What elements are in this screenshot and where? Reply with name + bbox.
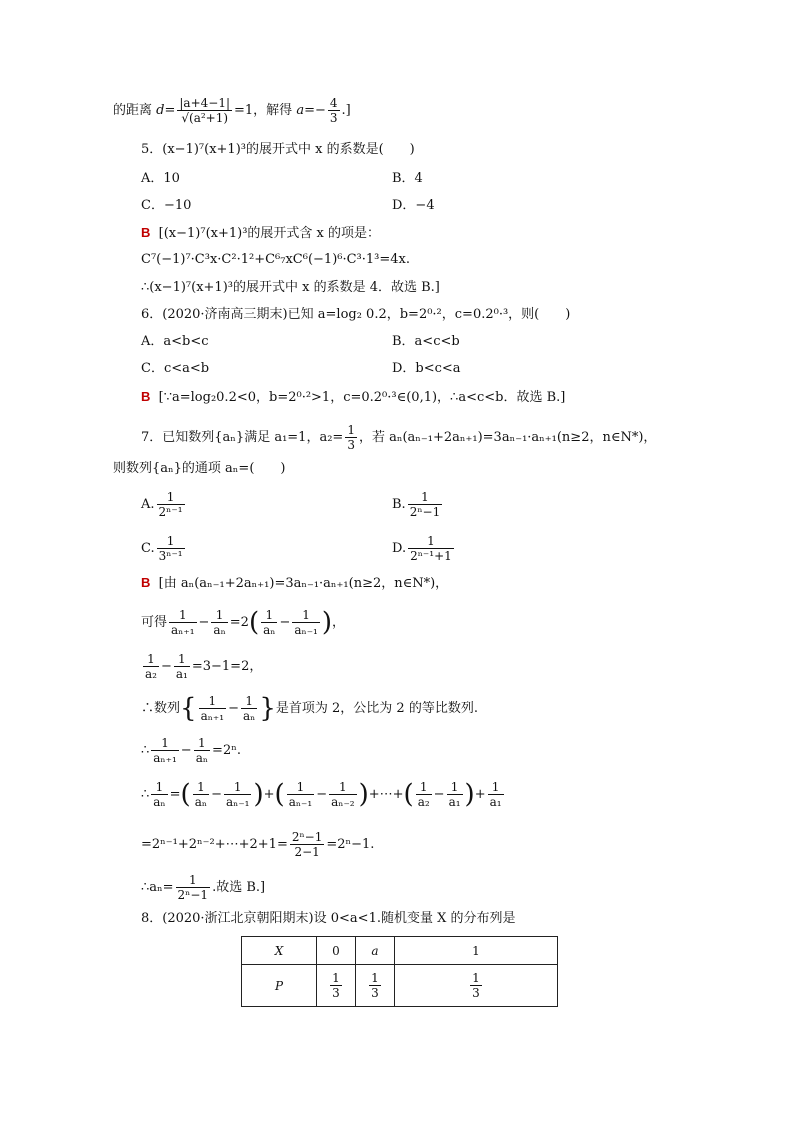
q8-stem: 8．(2020·浙江北京朝阳期末)设 0<a<1.随机变量 X 的分布列是 — [141, 911, 516, 926]
answer-text: [(x−1)⁷(x+1)³的展开式含 x 的项是： — [158, 226, 381, 241]
table-cell: $\frac{1}{3}$ — [395, 965, 558, 1007]
q7-option-d: D. $\frac{1}{\text{2ⁿ⁻¹+1}}$ — [392, 534, 452, 563]
table-cell: 0 — [317, 937, 356, 965]
distance-fraction — [177, 96, 232, 125]
q7-answer-line — [141, 574, 448, 593]
answer-letter: B — [141, 575, 151, 590]
answer-letter: B — [141, 225, 151, 240]
q7-solution-line-2: 可得 $\frac{1}{\text{aₙ₊₁}}$ − $\frac{1}{\text{aₙ}}$ =2( $\frac{1}{\text{aₙ}}$ − $\frac{1}{\text{aₙ₋₁}}$ )， — [141, 607, 346, 638]
q6-answer-line — [141, 388, 565, 407]
table-cell: a — [356, 937, 395, 965]
value-text: =− — [304, 103, 326, 118]
table-cell: $\frac{1}{3}$ — [317, 965, 356, 1007]
table-cell: $\frac{1}{3}$ — [356, 965, 395, 1007]
fraction-one-third: $\frac{1}{3}$ — [347, 423, 355, 452]
q7-solution-line-3: $\frac{1}{\text{a₂}}$ − $\frac{1}{\text{a₁}}$ =3−1=2， — [145, 652, 263, 681]
q7-solution-line-7: =2ⁿ⁻¹+2ⁿ⁻²+⋯+2+1= $\frac{\text{2ⁿ−1}}{2-1}$ =2ⁿ−1. — [141, 830, 375, 859]
q7-solution-line-8: ∴aₙ= $\frac{1}{\text{2ⁿ−1}}$ .故选 B.] — [141, 873, 266, 902]
q7-stem-line-2: 则数列{aₙ}的通项 aₙ=( ) — [113, 461, 286, 476]
var-d: d — [156, 103, 165, 118]
answer-text: [∵a=log₂0.2<0，b=2⁰·²>1，c=0.2⁰·³∈(0,1)，∴a<c<b．故选 B.] — [158, 390, 566, 405]
q7-solution-line-5: ∴ $\frac{1}{\text{aₙ₊₁}}$ − $\frac{1}{\text{aₙ}}$ =2ⁿ. — [141, 736, 241, 765]
q5-option-c: C．−10 — [141, 198, 192, 213]
table-cell: 1 — [395, 937, 558, 965]
table-cell: X — [242, 937, 317, 965]
q6-stem: 6．(2020·济南高三期末)已知 a=log₂ 0.2，b=2⁰·²，c=0.2⁰·³，则( ) — [141, 307, 571, 322]
text-prefix: 的距离 — [113, 103, 153, 118]
answer-letter: B — [141, 389, 151, 404]
distribution-table — [241, 936, 558, 1007]
q5-option-a: A．10 — [141, 171, 180, 186]
fraction-denominator: √(a²+1) — [181, 111, 229, 125]
q7-solution-line-4: ∴数列{ $\frac{1}{\text{aₙ₊₁}}$ − $\frac{1}{\text{aₙ}}$ }是首项为 2，公比为 2 的等比数列. — [141, 693, 478, 724]
answer-text: [由 aₙ(aₙ₋₁+2aₙ₊₁)=3aₙ₋₁·aₙ₊₁(n≥2，n∈N*)， — [158, 576, 449, 591]
q6-option-d: D．b<c<a — [392, 361, 461, 376]
table-cell: P — [242, 965, 317, 1007]
fraction-numerator: |a+4−1| — [179, 96, 231, 110]
q6-option-a: A．a<b<c — [141, 334, 209, 349]
q5-option-d: D．−4 — [392, 198, 435, 213]
table-header-row — [242, 937, 558, 965]
var-a: a — [296, 103, 305, 118]
value-fraction: $\frac{4}{3}$ — [329, 96, 338, 125]
q7-option-b: B. $\frac{1}{\text{2ⁿ−1}}$ — [392, 490, 441, 519]
q5-solution-line-2: C⁷(−1)⁷·C³x·C²·1²+C⁶₇xC⁶(−1)⁶·C³·1³=4x. — [141, 252, 411, 267]
q7-option-a: A. $\frac{1}{\text{2ⁿ⁻¹}}$ — [141, 490, 183, 519]
table-row — [242, 965, 558, 1007]
q7-option-c: C. $\frac{1}{\text{3ⁿ⁻¹}}$ — [141, 534, 183, 563]
q7-stem-line-1: 7．已知数列{aₙ}满足 a₁=1，a₂= $\frac{1}{3}$ ，若 aₙ(aₙ₋₁+2aₙ₊₁)=3aₙ₋₁·aₙ₊₁(n≥2，n∈N*)， — [141, 423, 657, 452]
q5-stem: 5．(x−1)⁷(x+1)³的展开式中 x 的系数是( ) — [141, 142, 415, 157]
q5-answer-line — [141, 224, 380, 243]
q6-option-b: B．a<c<b — [392, 334, 460, 349]
distance-line: 的距离 d= $\frac{|a+4-1|}{\text{√(a²+1)}}$ =1，解得 a=− $\frac{4}{3}$ .] — [113, 96, 351, 125]
q6-option-c: C．c<a<b — [141, 361, 210, 376]
q5-option-b: B．4 — [392, 171, 423, 186]
q7-solution-line-6: ∴ $\frac{1}{\text{aₙ}}$ =( $\frac{1}{\text{aₙ}}$ − $\frac{1}{\text{aₙ₋₁}}$ )+( $\frac{1}{\text{aₙ₋₁}}$ − $\frac{1}{\text{aₙ₋₂}}$ )+⋯+( $\frac{1}{\text{a₂}}$ − $\frac{1}{\text{a₁}}$ )+ $\frac{1}{\text{a₁}}$ — [141, 779, 502, 810]
q5-solution-line-3: ∴(x−1)⁷(x+1)³的展开式中 x 的系数是 4．故选 B.] — [141, 280, 440, 295]
equation-text: =1，解得 — [234, 103, 293, 118]
